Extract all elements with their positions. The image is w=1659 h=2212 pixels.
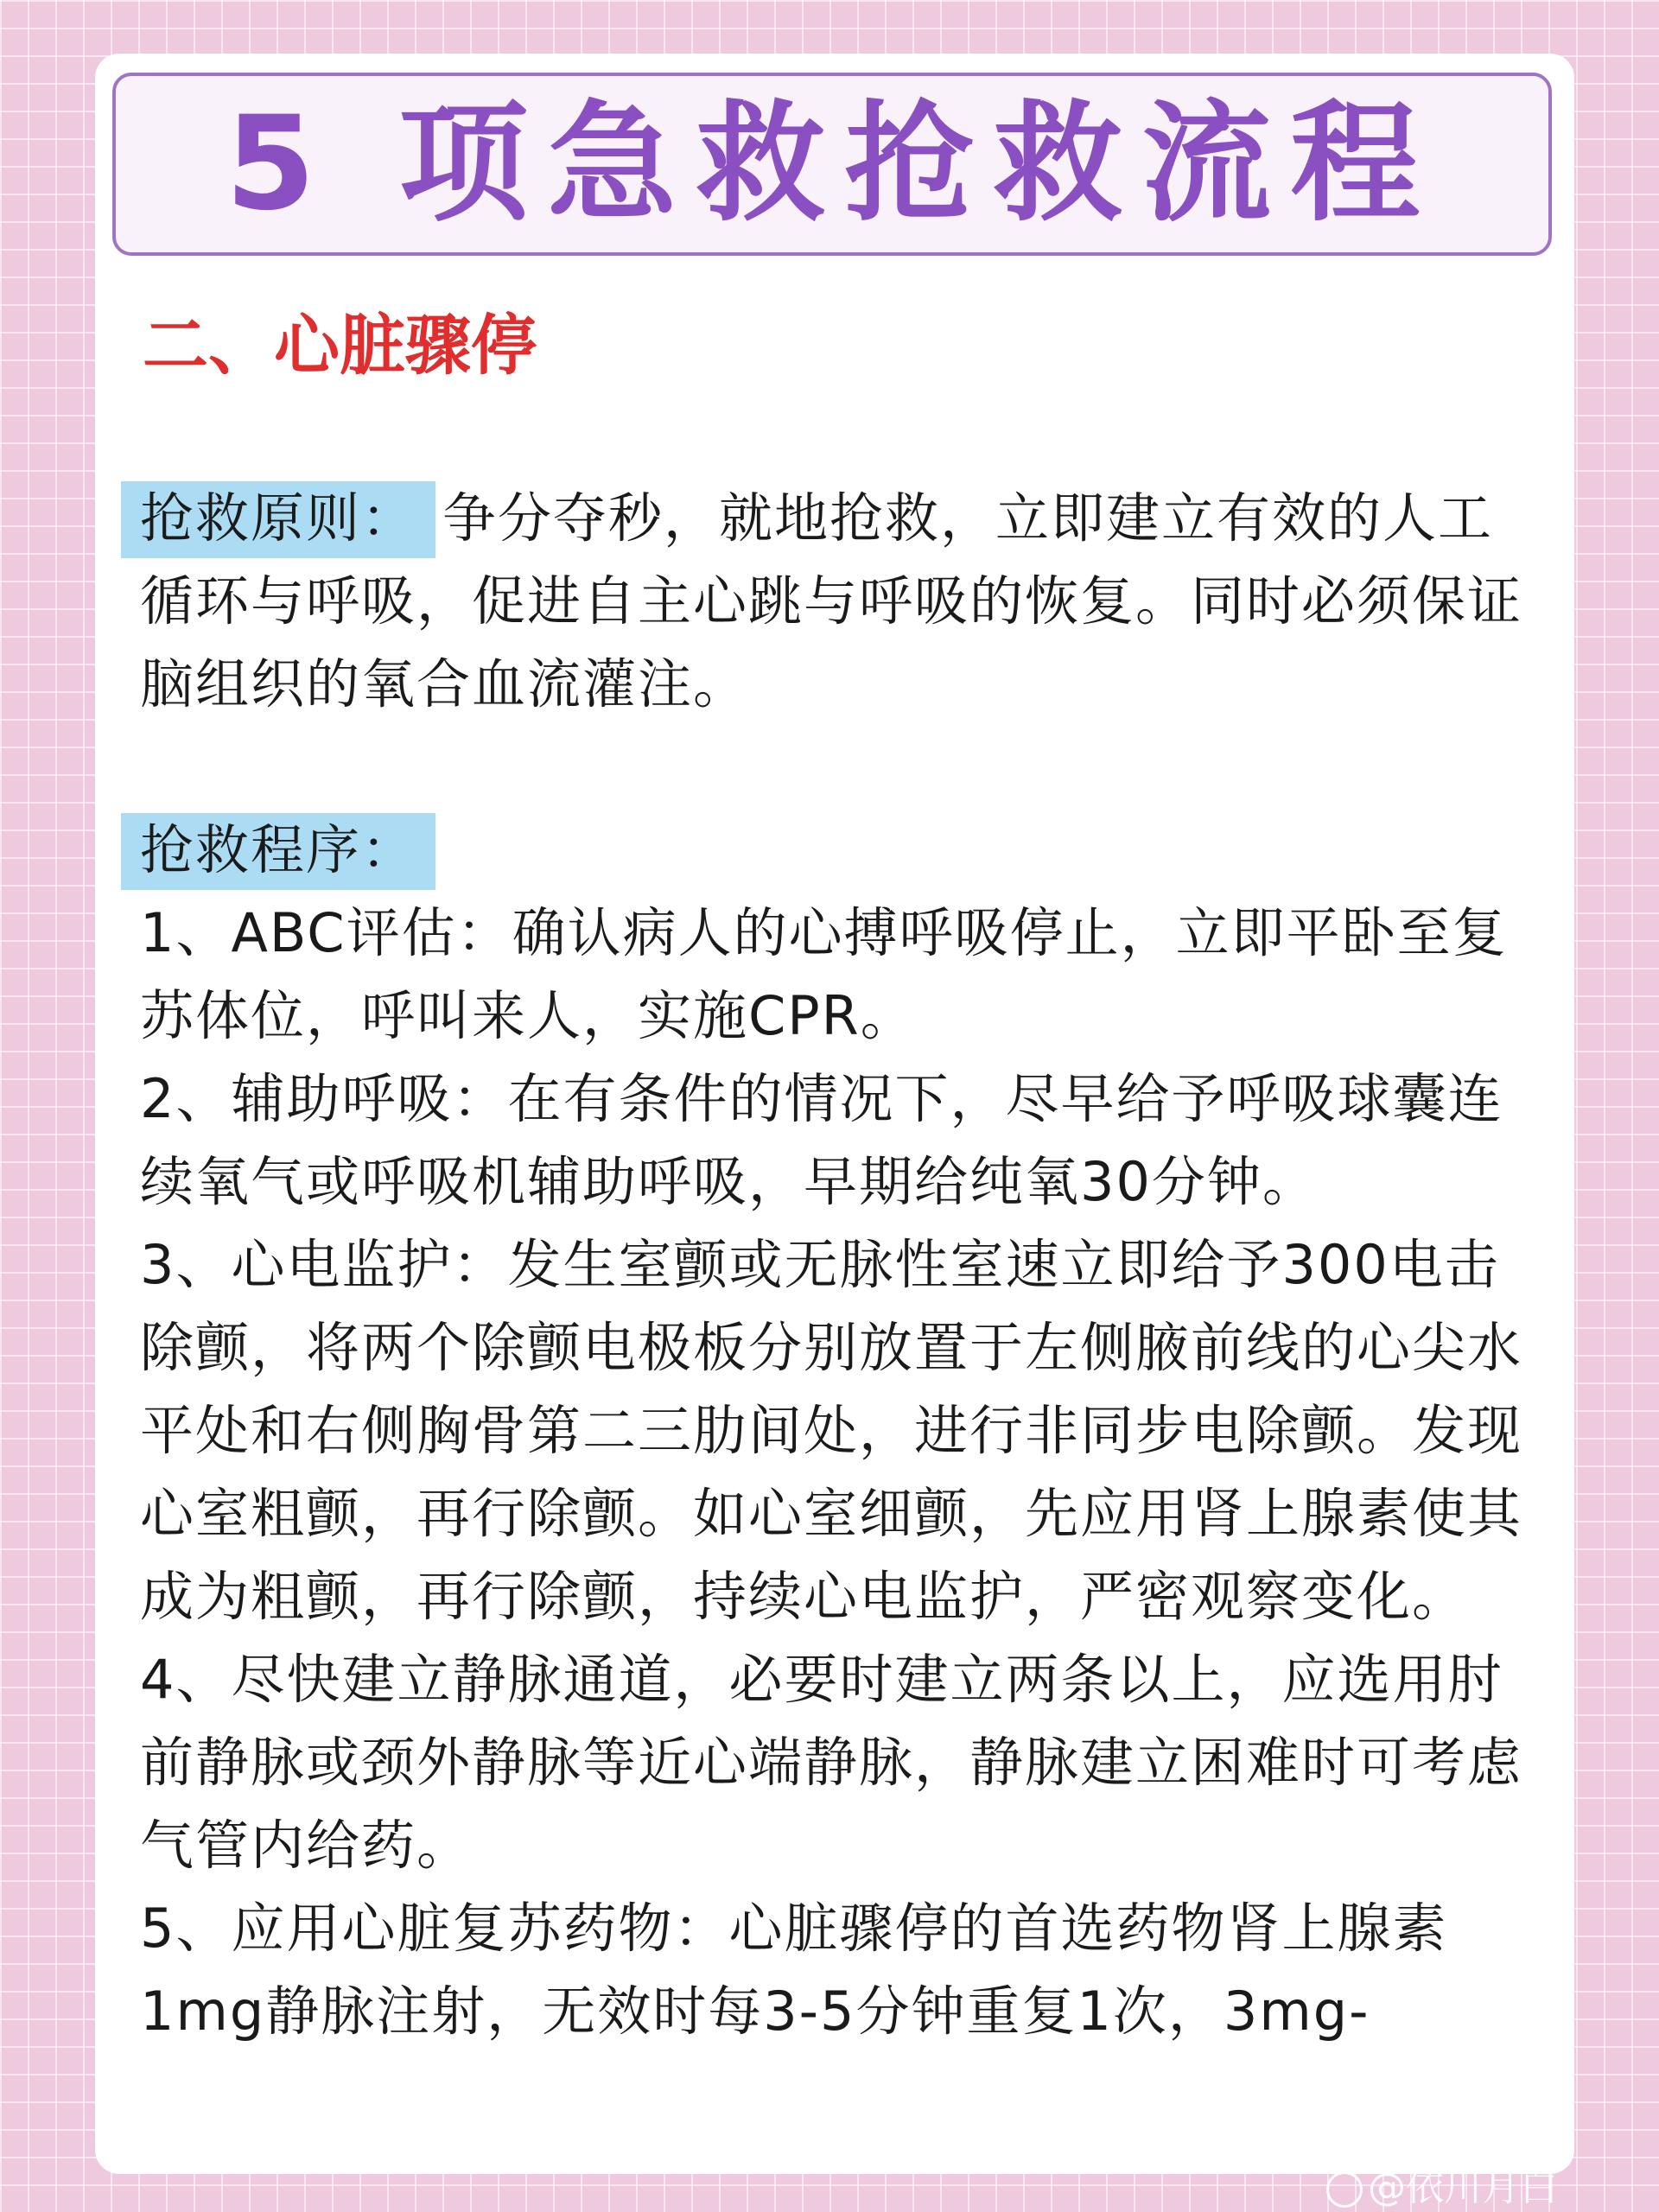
procedure-heading: [140, 809, 1540, 892]
title-banner: [112, 73, 1552, 256]
principle-paragraph: [140, 477, 1540, 726]
procedure-step-5: 5、应用心脏复苏药物：心脏骤停的首选药物肾上腺素1mg静脉注射，无效时每3-5分钟重复1次，3mg-: [140, 1897, 1448, 2043]
page-title: 5 项急救抢救流程: [225, 89, 1440, 239]
article-body: [140, 477, 1540, 2053]
procedure-label: 抢救程序：: [121, 813, 435, 890]
principle-text: 争分夺秒，就地抢救，立即建立有效的人工循环与呼吸，促进自主心跳与呼吸的恢复。同时必须保证脑组织的氧合血流灌注。: [140, 486, 1523, 715]
procedure-step-3: 3、心电监护：发生室颤或无脉性室速立即给予300电击除颤，将两个除颤电极板分别放置于左侧腋前线的心尖水平处和右侧胸骨第二三肋间处，进行非同步电除颤。发现心室粗颤，再行除颤。如心室细颤，先应用肾上腺素使其成为粗颤，再行除颤，持续心电监护，严密观察变化。: [140, 1233, 1523, 1628]
content-card: [95, 54, 1574, 2174]
watermark: [1326, 2165, 1558, 2209]
procedure-step-4: 4、尽快建立静脉通道，必要时建立两条以上，应选用肘前静脉或颈外静脉等近心端静脉，静脉建立困难时可考虑气管内给药。: [140, 1648, 1523, 1877]
procedure-step-1: 1、ABC评估：确认病人的心搏呼吸停止，立即平卧至复苏体位，呼叫来人，实施CPR。: [140, 901, 1508, 1047]
procedure-step-2: 2、辅助呼吸：在有条件的情况下，尽早给予呼吸球囊连续氧气或呼吸机辅助呼吸，早期给纯氧30分钟。: [140, 1067, 1503, 1213]
watermark-logo-icon: [1326, 2171, 1363, 2208]
principle-label: 抢救原则：: [121, 481, 435, 558]
section-heading: 二、心脏骤停: [143, 307, 537, 384]
spacer: [140, 726, 1540, 809]
watermark-text: @依川月白: [1368, 2165, 1558, 2209]
